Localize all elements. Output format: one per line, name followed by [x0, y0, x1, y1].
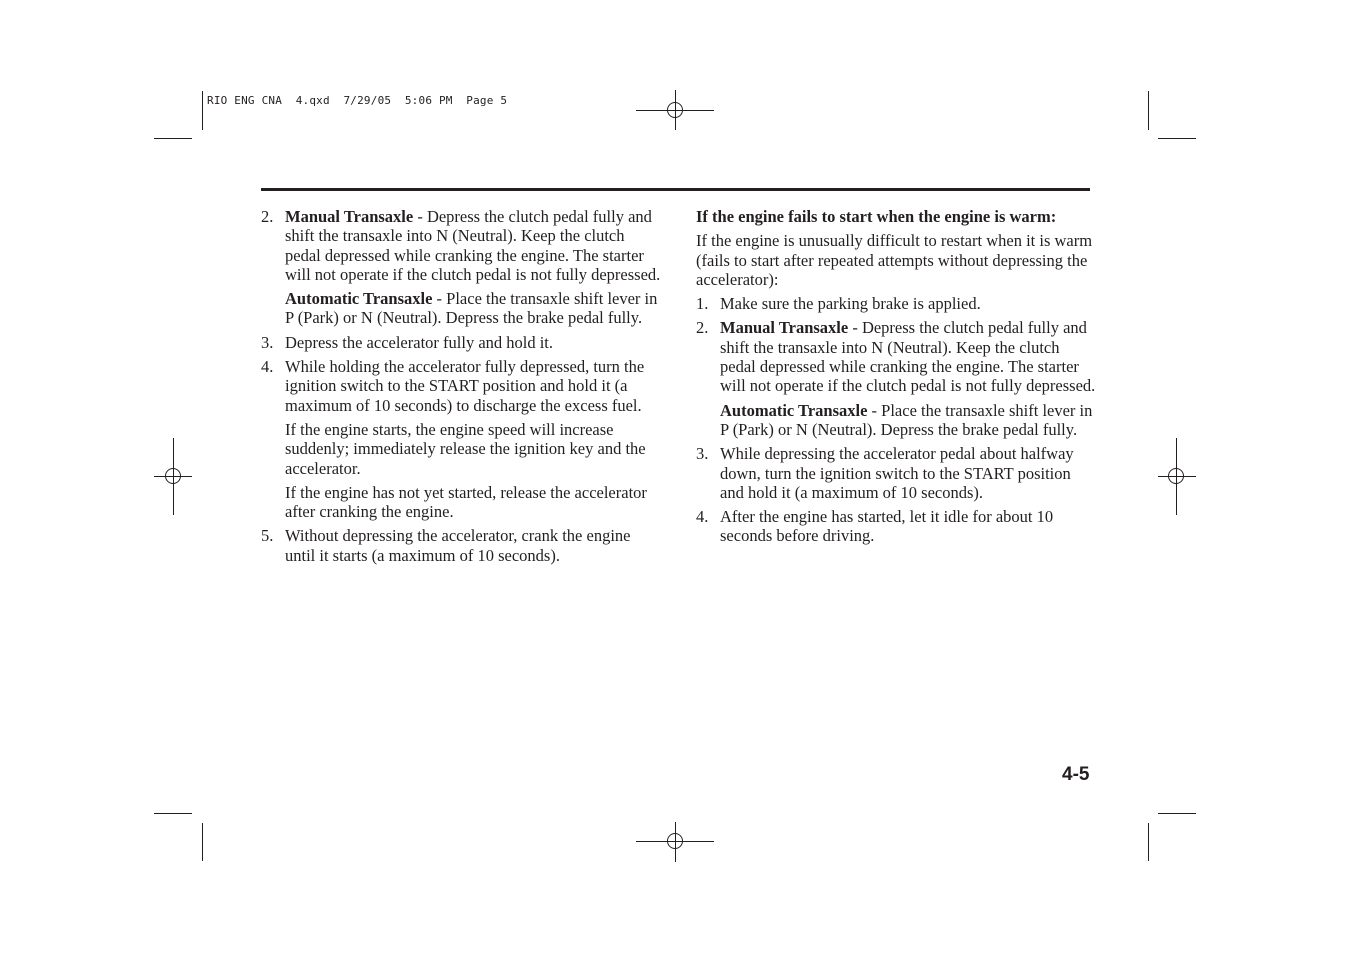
registration-circle-icon: [165, 468, 181, 484]
crop-mark-bottom-left-vertical: [202, 823, 203, 861]
crop-mark-top-left-vertical: [202, 91, 203, 130]
list-item: 5. Without depressing the accelerator, crank the engine until it starts (a maximum of 10 seconds).: [261, 526, 631, 565]
registration-circle-icon: [667, 833, 683, 849]
top-rule: [261, 188, 1090, 191]
paragraph: If the engine has not yet started, release the accelerator after cranking the engine.: [285, 482, 647, 522]
list-item: 2. Manual Transaxle - Depress the clutch pedal fully and shift the transaxle into N (Neutral). Keep the clutch pedal depressed while cranking the engine. The starter will not operate if the clutch pedal is not fully depressed.: [696, 318, 1096, 396]
list-item: 3. While depressing the accelerator pedal about halfway down, turn the ignition switch to the START position and hold it (a maximum of 10 seconds).: [696, 444, 1074, 502]
paragraph: If the engine starts, the engine speed will increase suddenly; immediately release the ignition key and the accelerator.: [285, 419, 646, 478]
registration-circle-icon: [1168, 468, 1184, 484]
list-item: 1. Make sure the parking brake is applied.: [696, 294, 981, 314]
registration-circle-icon: [667, 102, 683, 118]
crop-mark-bottom-right-horizontal: [1158, 813, 1196, 814]
list-item: 3. Depress the accelerator fully and hold it.: [261, 332, 554, 352]
automatic-transaxle-label: Automatic Transaxle: [720, 400, 868, 420]
crop-mark-top-left-horizontal: [154, 138, 192, 139]
list-item: 2. Manual Transaxle - Depress the clutch pedal fully and shift the transaxle into N (Neutral). Keep the clutch pedal depressed while cranking the engine. The starter will not operate if the clutch pedal is not fully depressed.: [261, 207, 661, 284]
paragraph: If the engine is unusually difficult to restart when it is warm (fails to start after repeated attempts without depressing the accelerator):: [696, 231, 1093, 289]
print-slug: RIO ENG CNA 4.qxd 7/29/05 5:06 PM Page 5: [207, 94, 508, 107]
right-column: [696, 207, 1096, 551]
list-item: 4. While holding the accelerator fully depressed, turn the ignition switch to the START position and hold it (a maximum of 10 seconds) to discharge the excess fuel.: [261, 357, 645, 415]
automatic-transaxle-label: Automatic Transaxle: [285, 289, 433, 309]
list-item: 4. After the engine has started, let it idle for about 10 seconds before driving.: [696, 507, 1054, 546]
section-heading: If the engine fails to start when the engine is warm:: [696, 207, 1057, 226]
left-column: [261, 207, 661, 570]
manual-transaxle-label: Manual Transaxle: [285, 207, 414, 226]
paragraph: Automatic Transaxle - Place the transaxle shift lever in P (Park) or N (Neutral). Depress the brake pedal fully.: [720, 400, 1093, 439]
crop-mark-bottom-right-vertical: [1148, 823, 1149, 861]
crop-mark-top-right-vertical: [1148, 91, 1149, 130]
paragraph: Automatic Transaxle - Place the transaxle shift lever in P (Park) or N (Neutral). Depress the brake pedal fully.: [285, 289, 658, 328]
page-number: 4-5: [1062, 764, 1090, 785]
crop-mark-bottom-left-horizontal: [154, 813, 192, 814]
manual-transaxle-label: Manual Transaxle: [720, 318, 849, 338]
crop-mark-top-right-horizontal: [1158, 138, 1196, 139]
